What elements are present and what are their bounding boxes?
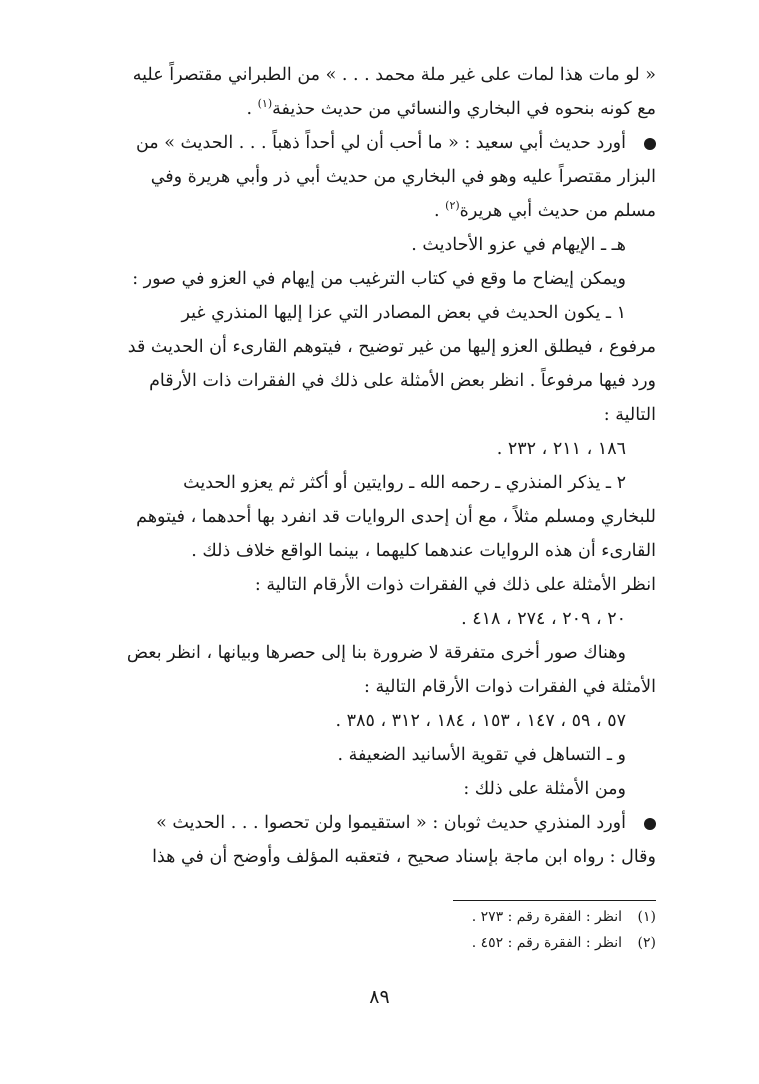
text-line: ويمكن إيضاح ما وقع في كتاب الترغيب من إيهام في العزو في صور : <box>132 269 626 289</box>
footnote-number: (١) <box>637 909 656 925</box>
footnote-number: (٢) <box>637 935 656 951</box>
text-line: ومن الأمثلة على ذلك : <box>463 779 626 799</box>
text-line: التالية : <box>603 405 656 425</box>
footnotes <box>98 904 656 956</box>
footnote-divider <box>453 900 656 901</box>
section-heading: و ـ التساهل في تقوية الأسانيد الضعيفة . <box>337 745 626 765</box>
main-text <box>98 58 656 874</box>
section-heading: هـ ـ الإيهام في عزو الأحاديث . <box>411 235 626 255</box>
text-line: مع كونه بنحوه في البخاري والنسائي من حديث حذيفة$^{(١)}$ . <box>246 97 656 119</box>
bullet-icon <box>644 138 656 150</box>
text-line: « لو مات هذا لمات على غير ملة محمد . . . » من الطبراني مقتصراً عليه <box>132 65 656 85</box>
text-line: الأمثلة في الفقرات ذوات الأرقام التالية : <box>364 677 656 697</box>
text-line: القارىء أن هذه الروايات عندهما كليهما ، بينما الواقع خلاف ذلك . <box>191 541 656 561</box>
footnote-ref-2[interactable]: (٢) <box>445 199 460 213</box>
text-line: ورد فيها مرفوعاً . انظر بعض الأمثلة على ذلك في الفقرات ذات الأرقام <box>149 371 656 391</box>
text-line: ١ ـ يكون الحديث في بعض المصادر التي عزا إليها المنذري غير <box>181 303 626 323</box>
text-line: للبخاري ومسلم مثلاً ، مع أن إحدى الروايات قد انفرد بها أحدهما ، فيتوهم <box>136 507 656 527</box>
reference-numbers: ٥٧ ، ٥٩ ، ١٤٧ ، ١٥٣ ، ١٨٤ ، ٣١٢ ، ٣٨٥ . <box>335 711 626 731</box>
footnote-2 <box>98 930 656 956</box>
reference-numbers: ٢٠ ، ٢٠٩ ، ٢٧٤ ، ٤١٨ . <box>461 609 626 629</box>
footnote-1 <box>98 904 656 930</box>
text-line: مرفوع ، فيطلق العزو إليها من غير توضيح ، فيتوهم القارىء أن الحديث قد <box>127 337 656 357</box>
footnote-text: انظر : الفقرة رقم : ٢٧٣ . <box>471 909 622 925</box>
text-line: البزار مقتصراً عليه وهو في البخاري من حديث أبي ذر وأبي هريرة وفي <box>150 167 656 187</box>
text-line: انظر الأمثلة على ذلك في الفقرات ذوات الأرقام التالية : <box>254 575 656 595</box>
text-line: ٢ ـ يذكر المنذري ـ رحمه الله ـ روايتين أو أكثر ثم يعزو الحديث <box>183 473 626 493</box>
text-line: أورد حديث أبي سعيد : « ما أحب أن لي أحداً ذهباً . . . الحديث » من <box>98 126 656 160</box>
footnote-text: انظر : الفقرة رقم : ٤٥٢ . <box>471 935 622 951</box>
footnote-ref-1[interactable]: (١) <box>257 97 273 111</box>
text-line: مسلم من حديث أبي هريرة$^{(٢)}$ . <box>434 199 656 221</box>
reference-numbers: ١٨٦ ، ٢١١ ، ٢٣٢ . <box>496 439 626 459</box>
page-number: ٨٩ <box>369 986 390 1008</box>
bullet-icon <box>644 818 656 830</box>
text-line: وهناك صور أخرى متفرقة لا ضرورة بنا إلى حصرها وبيانها ، انظر بعض <box>126 643 626 663</box>
text-line: وقال : رواه ابن ماجة بإسناد صحيح ، فتعقبه المؤلف وأوضح أن في هذا <box>152 847 656 867</box>
text-line: أورد المنذري حديث ثوبان : « استقيموا ولن تحصوا . . . الحديث » <box>98 806 656 840</box>
